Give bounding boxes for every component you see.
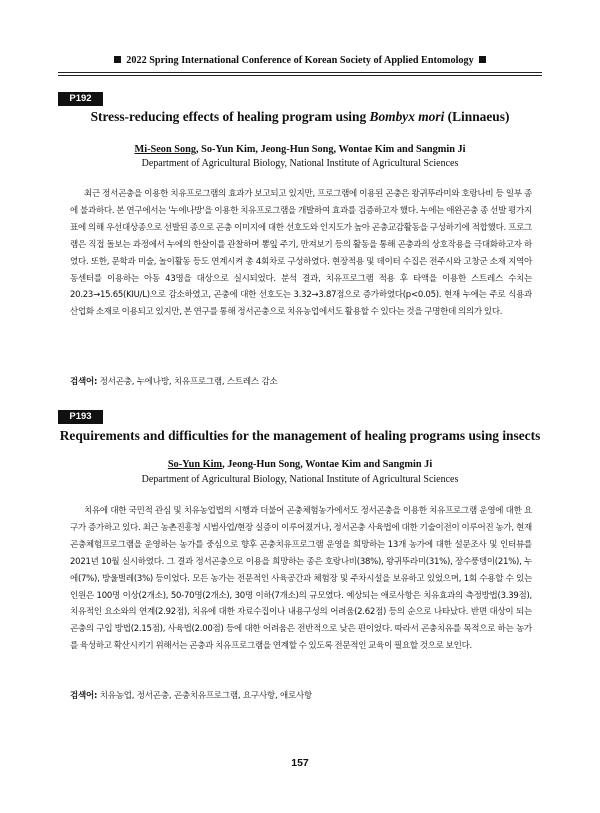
keywords — [70, 689, 532, 701]
page-number: 157 — [291, 757, 309, 769]
header-rule-bottom — [58, 75, 542, 76]
conference-header — [48, 55, 552, 66]
presenting-author: So-Yun Kim — [167, 459, 223, 470]
abstract-id-badge: P193 — [58, 410, 103, 424]
keywords — [70, 375, 532, 387]
square-bullet-icon — [114, 56, 121, 63]
title-text: Stress-reducing effects of healing program using — [90, 109, 370, 124]
title-text-end: (Linnaeus) — [444, 109, 510, 124]
keywords-label: 검색어: — [70, 377, 98, 387]
abstract-body-text: 최근 정서곤충을 이용한 치유프로그램의 효과가 보고되고 있지만, 프로그램에 이용된 곤충은 왕귀뚜라미와 호랑나비 등 일부 종에 불과하다. 본 연구에서는 '누에나방'을 이용한 치유프로그램을 개발하여 효과를 검증하고자 했다. 누에는 애완곤충 종 선발 평가지표에 의해 우선대상종으로 선발된 종으로 곤충 이미지에 대한 선호도와 인지도가 높아 곤충교감활동을 구성하기에 적합했다. 프로그램은 직접 돌보는 과정에서 누에의 한살이를 관찰하며 뽕잎 주기, 만져보기 등의 활동을 통해 곤충과의 상호작용을 극대화하고자 하였다. 또한, 문학과 미술, 놀이활동 등도 연계시켜 총 4회차로 구성하였다. 현장적용 및 데이터 수집은 전주시와 고창군 소재 지역아동센터를 이용하는 아동 43명을 대상으로 실시되었다. 분석 결과, 치유프로그램 적용 후 타액을 이용한 스트레스 수치는 20.23→15.65(KIU/L)으로 감소하였고, 곤충에 대한 선호도는 3.32→3.87점으로 증가하였다(p<0.05). 현재 누에는 주로 식용과 산업화 소재로 이용되고 있지만, 본 연구를 통해 정서곤충으로 치유농업에서도 활용할 수 있다는 것을 구명한데 의의가 있다. — [70, 189, 532, 318]
header-rule-top — [58, 72, 542, 73]
conference-title: 2022 Spring International Conference of Korean Society of Applied Entomology — [126, 55, 474, 66]
square-bullet-icon — [479, 56, 486, 63]
abstract-id-badge: P192 — [58, 92, 103, 106]
affiliation: Department of Agricultural Biology, National Institute of Agricultural Sciences — [141, 474, 459, 485]
abstract-body — [70, 186, 532, 321]
affiliation: Department of Agricultural Biology, National Institute of Agricultural Sciences — [141, 158, 459, 169]
author-list — [48, 144, 552, 155]
abstract-body-text: 치유에 대한 국민적 관심 및 치유농업법의 시행과 더불어 곤충체험농가에서도 정서곤충을 이용한 치유프로그램 운영에 대한 요구가 증가하고 있다. 최근 농촌진흥청 시범사업/현장 실증이 이루어졌거나, 정서곤충 사육법에 대한 기술이전이 이루어진 농가, 현재 곤충체험프로그램을 운영하는 농가를 중심으로 향후 곤충치유프로그램 운영을 희망하는 13개 농가에 대한 설문조사 및 인터뷰를 2021년 10월 실시하였다. 그 결과 정서곤충으로 이용을 희망하는 종은 호랑나비(38%), 왕귀뚜라미(31%), 장수풍뎅이(21%), 누에(7%), 방울벌레(3%) 등이었다. 모든 농가는 전문적인 사육공간과 체험장 및 주차시설을 보유하고 있었으며, 1회 수용할 수 있는 인원은 100명 이상(2개소), 50-70명(2개소), 30명 이하(7개소)의 규모였다. 예상되는 애로사항은 치유효과의 측정방법(3.39점), 치유적인 요소와의 연계(2.92점), 치유에 대한 자료수집이나 내용구성의 어려움(2.62점) 등의 순으로 나타났다. 반면 대상이 되는 곤충의 구입 방법(2.15점), 사육법(2.00점) 등에 대한 어려움은 전반적으로 낮은 편이었다. 따라서 곤충치유를 목적으로 하는 농가를 육성하고 확산시키기 위해서는 곤충과 치유프로그램을 연계할 수 있도록 전문적인 교육이 필요할 것으로 보인다. — [70, 506, 532, 652]
title-text: Requirements and difficulties for the management of healing programs using insects — [59, 428, 541, 443]
abstract-title — [48, 109, 552, 125]
keywords-label: 검색어: — [70, 691, 98, 701]
presenting-author: Mi-Seon Song — [134, 144, 196, 155]
co-authors: , So-Yun Kim, Jeong-Hun Song, Wontae Kim and Sangmin Ji — [196, 144, 466, 155]
keywords-list: 치유농업, 정서곤충, 곤충치유프로그램, 요구사항, 애로사항 — [97, 691, 313, 701]
author-list — [48, 459, 552, 470]
keywords-list: 정서곤충, 누에나방, 치유프로그램, 스트레스 감소 — [97, 377, 278, 387]
abstract-body — [70, 503, 532, 655]
co-authors: , Jeong-Hun Song, Wontae Kim and Sangmin Ji — [222, 459, 433, 470]
abstract-title — [48, 428, 552, 444]
title-species: Bombyx mori — [369, 109, 445, 124]
